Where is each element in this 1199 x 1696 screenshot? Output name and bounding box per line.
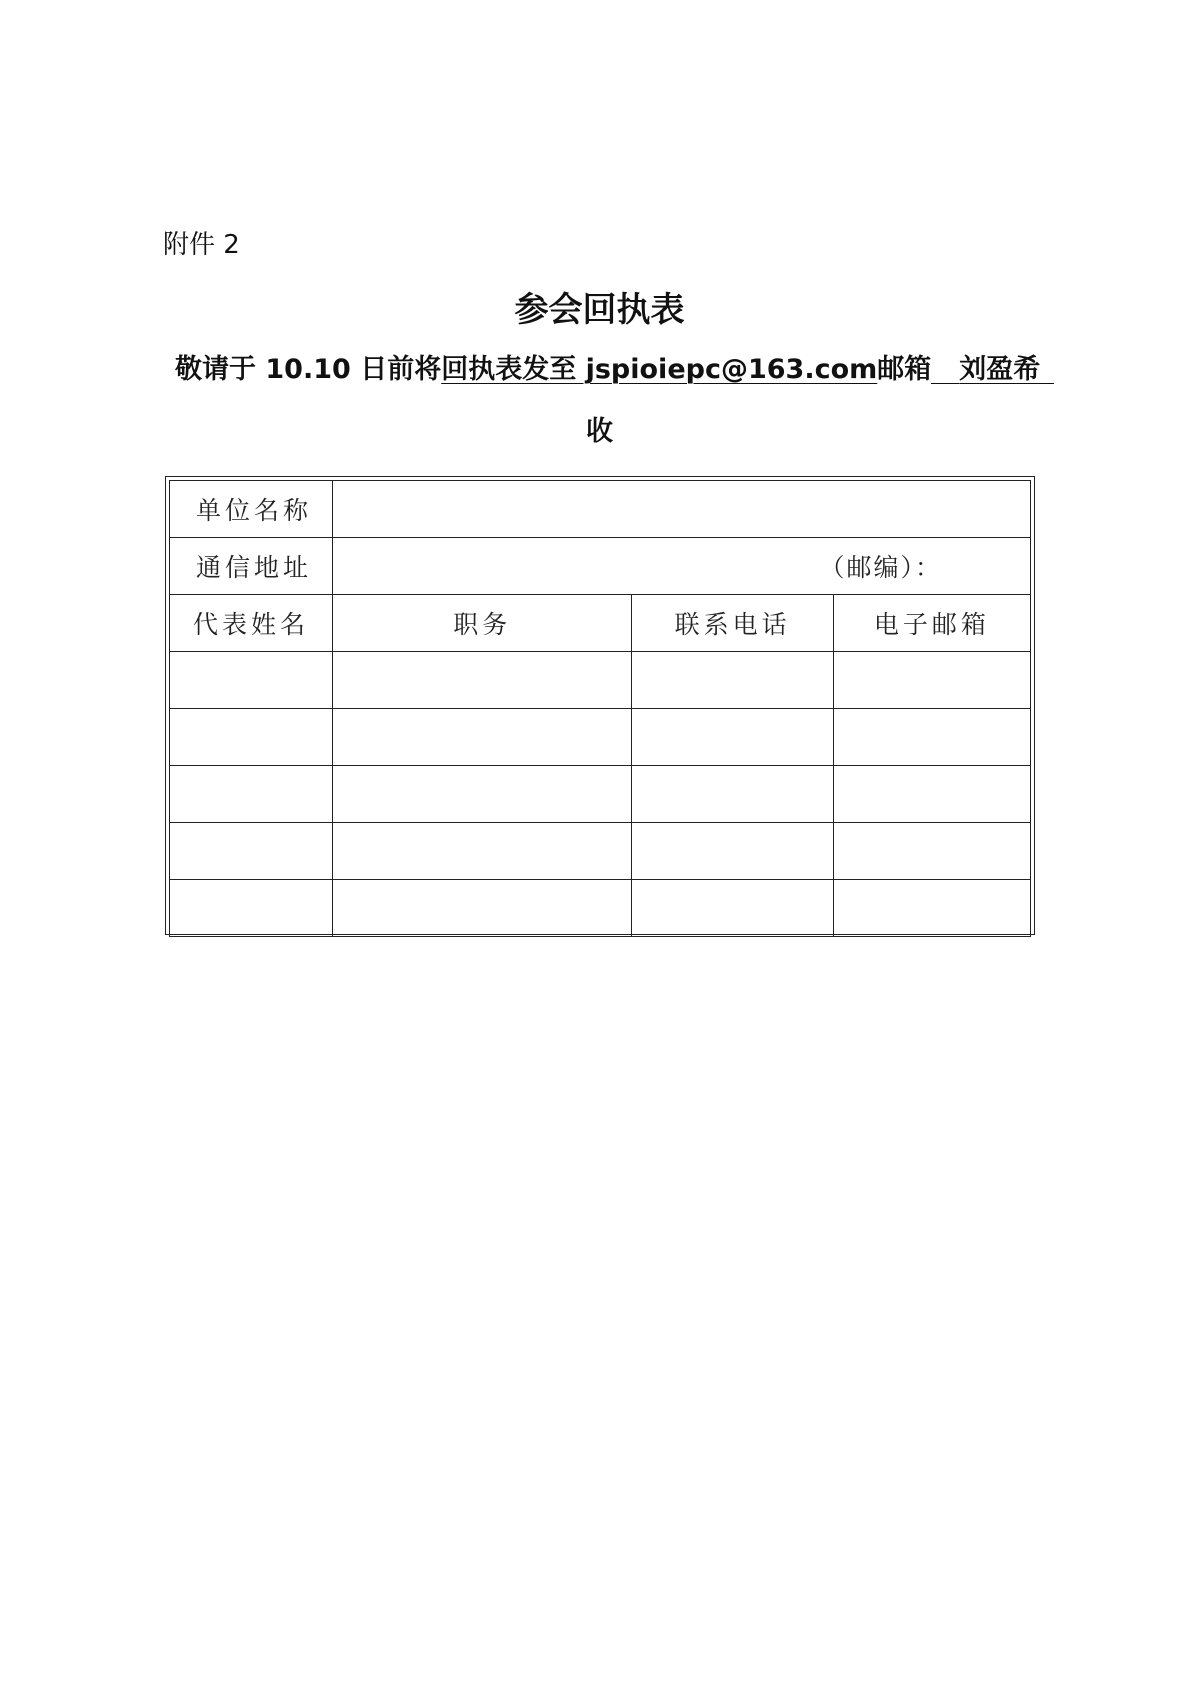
table-row — [170, 766, 1031, 823]
email-cell[interactable] — [833, 709, 1030, 766]
position-cell[interactable] — [333, 823, 632, 880]
table-row — [170, 880, 1031, 937]
phone-cell[interactable] — [632, 652, 833, 709]
table-row — [170, 709, 1031, 766]
position-cell[interactable] — [333, 652, 632, 709]
table-header-row — [170, 595, 1031, 652]
submission-notice — [175, 350, 1055, 390]
notice-prefix: 敬请于 10.10 日前将 — [175, 354, 442, 385]
notice-recipient: 刘盈希 — [959, 354, 1041, 385]
address-field[interactable] — [333, 538, 1031, 595]
address-row — [170, 538, 1031, 595]
column-header-email: 电子邮箱 — [833, 595, 1030, 652]
email-cell[interactable] — [833, 823, 1030, 880]
notice-email-instruction: 回执表发至 jspioiepc@163.com — [441, 354, 878, 385]
unit-name-field[interactable] — [333, 481, 1031, 538]
page-title: 参会回执表 — [514, 290, 685, 330]
unit-name-row — [170, 481, 1031, 538]
phone-cell[interactable] — [632, 823, 833, 880]
email-cell[interactable] — [833, 766, 1030, 823]
name-cell[interactable] — [170, 652, 333, 709]
phone-cell[interactable] — [632, 880, 833, 937]
unit-name-label: 单位名称 — [170, 481, 333, 538]
notice-suffix: 收 — [586, 416, 613, 447]
phone-cell[interactable] — [632, 766, 833, 823]
table-row — [170, 652, 1031, 709]
attachment-label: 附件 2 — [163, 230, 240, 260]
name-cell[interactable] — [170, 880, 333, 937]
position-cell[interactable] — [333, 766, 632, 823]
position-cell[interactable] — [333, 709, 632, 766]
name-cell[interactable] — [170, 709, 333, 766]
email-cell[interactable] — [833, 652, 1030, 709]
position-cell[interactable] — [333, 880, 632, 937]
underline-blank-tail — [1040, 382, 1054, 384]
column-header-name: 代表姓名 — [170, 595, 333, 652]
notice-mailbox-word: 邮箱 — [877, 354, 932, 385]
name-cell[interactable] — [170, 823, 333, 880]
phone-cell[interactable] — [632, 709, 833, 766]
table-row — [170, 823, 1031, 880]
email-cell[interactable] — [833, 880, 1030, 937]
underline-blank — [931, 382, 959, 384]
name-cell[interactable] — [170, 766, 333, 823]
form-grid — [169, 480, 1031, 937]
postcode-label: （邮编）： — [819, 553, 942, 582]
column-header-position: 职务 — [333, 595, 632, 652]
reply-form-table — [165, 476, 1035, 935]
column-header-phone: 联系电话 — [632, 595, 833, 652]
address-label: 通信地址 — [170, 538, 333, 595]
